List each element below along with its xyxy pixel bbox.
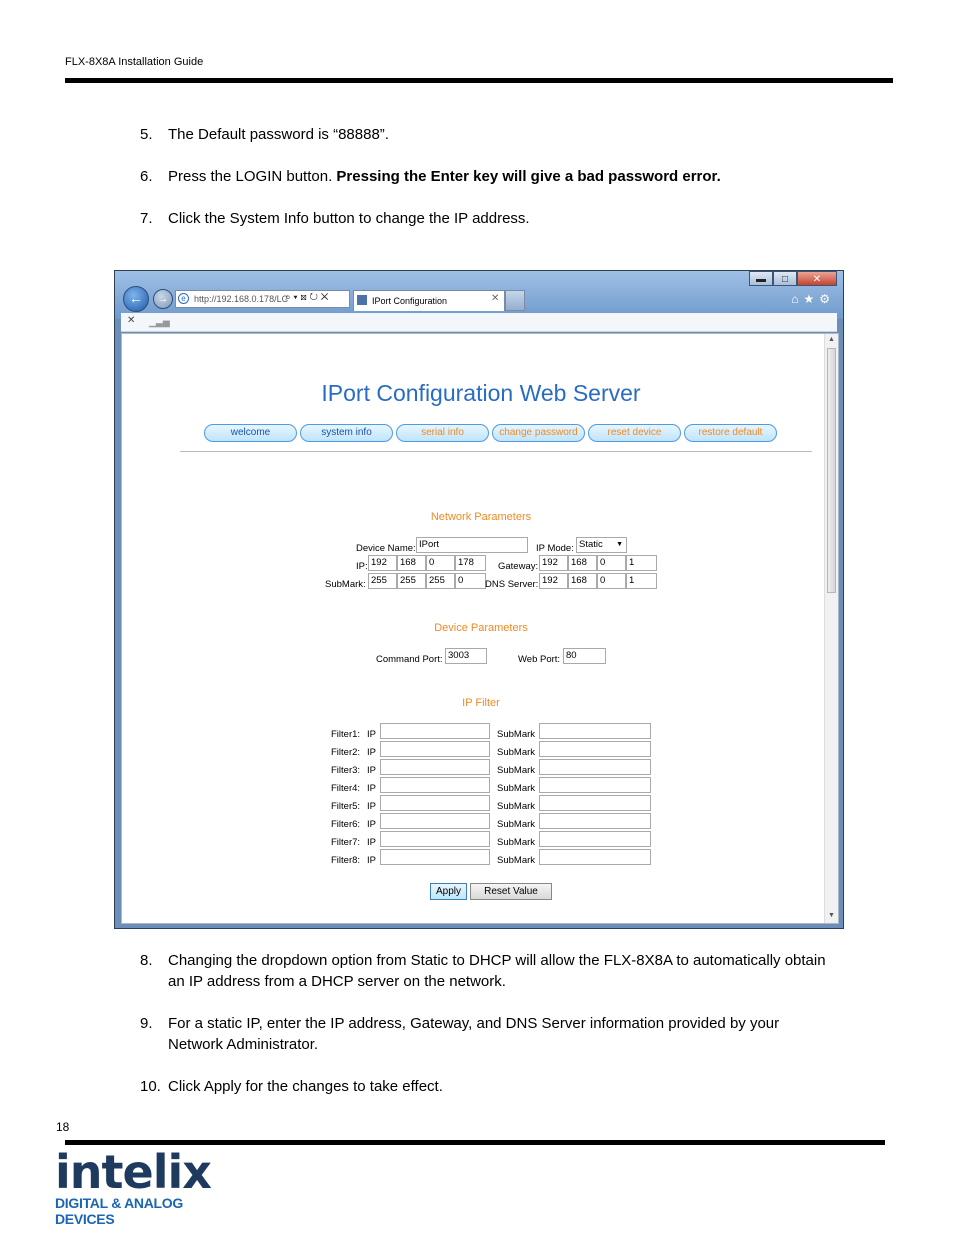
filter-ip-input[interactable] [380,849,490,865]
ip-filter-heading: IP Filter [462,697,500,709]
gateway-octet-3-input[interactable]: 0 [597,555,626,571]
filter-ip-input[interactable] [380,741,490,757]
step-number: 10. [140,1078,161,1095]
filter-submask-label: SubMark [497,747,536,758]
filter-submask-label: SubMark [497,729,536,740]
filter-submask-label: SubMark [497,801,536,812]
header-rule [65,78,893,83]
filter-submask-input[interactable] [539,723,651,739]
filter-ip-input[interactable] [380,723,490,739]
gateway-octet-1-input[interactable]: 192 [539,555,568,571]
page-number: 18 [56,1120,70,1134]
step-text: Changing the dropdown option from Static to DHCP will allow the FLX-8X8A to automatically obtain an IP address from a DHCP server on the network. [168,952,826,990]
device-parameters-heading: Device Parameters [434,622,528,634]
gateway-label: Gateway: [498,561,539,572]
step-number: 8. [140,952,153,969]
gateway-octet-2-input[interactable]: 168 [568,555,597,571]
logo-tagline: DIGITAL & ANALOG DEVICES [55,1195,183,1227]
filter-submask-label: SubMark [497,819,536,830]
back-arrow-icon[interactable]: ← [123,286,149,312]
filter-submask-label: SubMark [497,855,536,866]
filter-ip-label: IP [367,765,376,776]
tab-close-icon[interactable]: ✕ [491,293,500,304]
filter-submask-input[interactable] [539,741,651,757]
ip-label: IP: [356,561,368,572]
filter-label: Filter3: [331,765,361,776]
nav-welcome-button[interactable]: welcome [204,424,297,442]
step-number: 6. [140,168,153,185]
close-bar-icon[interactable]: ✕ [127,315,136,326]
scroll-down-arrow-icon[interactable]: ▼ [828,912,835,919]
apply-button[interactable]: Apply [430,883,467,900]
filter-ip-label: IP [367,801,376,812]
filter-ip-input[interactable] [380,813,490,829]
signal-icon: ▁▃▅ [149,317,170,327]
filter-label: Filter8: [331,855,361,866]
minimize-button[interactable]: ▬ [749,271,773,286]
filter-submask-input[interactable] [539,849,651,865]
filter-submask-input[interactable] [539,795,651,811]
filter-ip-label: IP [367,837,376,848]
gateway-octet-4-input[interactable]: 1 [626,555,657,571]
intelix-logo [55,1145,225,1227]
submask-label: SubMark: [325,579,366,590]
browser-window [114,270,844,929]
ip-mode-label: IP Mode: [536,543,574,554]
page-favicon-icon [357,295,367,305]
filter-ip-label: IP [367,747,376,758]
ip-mode-select[interactable] [576,537,627,553]
step-warning: Pressing the Enter key will give a bad password error. [336,168,721,185]
submask-octet-1-input[interactable]: 255 [368,573,397,589]
filter-ip-label: IP [367,729,376,740]
web-port-input[interactable]: 80 [563,648,606,664]
vertical-scrollbar[interactable] [824,334,838,923]
web-page-title: IPort Configuration Web Server [321,380,641,406]
nav-divider [180,451,812,452]
filter-label: Filter4: [331,783,361,794]
step-number: 7. [140,210,153,227]
ie-page-icon: e [178,293,189,304]
logo-wordmark: intelix [55,1145,211,1199]
nav-serial-info-button[interactable]: serial info [396,424,489,442]
filter-submask-label: SubMark [497,765,536,776]
address-bar[interactable]: http://192.168.0.178/LC [175,290,350,308]
filter-submask-input[interactable] [539,777,651,793]
new-tab-button[interactable] [505,290,525,311]
filter-ip-label: IP [367,819,376,830]
scroll-thumb[interactable] [827,348,836,593]
dns-octet-1-input[interactable]: 192 [539,573,568,589]
filter-submask-label: SubMark [497,837,536,848]
forward-arrow-icon[interactable]: → [153,289,173,309]
command-bar [121,313,837,332]
filter-ip-label: IP [367,855,376,866]
web-port-label: Web Port: [518,654,561,665]
filter-label: Filter1: [331,729,361,740]
submask-octet-3-input[interactable]: 255 [426,573,455,589]
step-text: Click the System Info button to change the IP address. [168,210,530,227]
filter-label: Filter6: [331,819,361,830]
web-viewport [121,333,839,924]
home-favorites-tools-icons[interactable]: ⌂★⚙ [791,292,835,306]
maximize-button[interactable]: □ [773,271,797,286]
address-tools[interactable]: ⌕ ▾ ⊠ ↻ ✕ [285,292,329,303]
filter-label: Filter7: [331,837,361,848]
submask-octet-2-input[interactable]: 255 [397,573,426,589]
network-parameters-heading: Network Parameters [430,511,532,523]
filter-ip-input[interactable] [380,831,490,847]
document-header: FLX-8X8A Installation Guide [65,56,204,68]
nav-system-info-button[interactable]: system info [300,424,393,442]
filter-submask-label: SubMark [497,783,536,794]
filter-label: Filter2: [331,747,361,758]
chevron-down-icon: ▼ [616,541,623,548]
filter-ip-label: IP [367,783,376,794]
device-name-label: Device Name: [356,543,416,554]
ip-octet-2-input[interactable]: 168 [397,555,426,571]
step-text: For a static IP, enter the IP address, Gateway, and DNS Server information provided by your Network Administrator. [168,1015,780,1053]
dns-server-label: DNS Server: [485,579,539,590]
filter-ip-input[interactable] [380,795,490,811]
dns-octet-2-input[interactable]: 168 [568,573,597,589]
submask-octet-4-input[interactable]: 0 [455,573,486,589]
scroll-up-arrow-icon[interactable]: ▲ [828,336,835,343]
nav-restore-default-button[interactable]: restore default [684,424,777,442]
ip-mode-value: Static [579,539,603,550]
command-port-input[interactable]: 3003 [445,648,487,664]
window-controls [749,271,837,287]
nav-change-password-button[interactable]: change password [492,424,585,442]
dns-octet-3-input[interactable]: 0 [597,573,626,589]
ip-octet-4-input[interactable]: 178 [455,555,486,571]
filter-label: Filter5: [331,801,361,812]
ip-octet-1-input[interactable]: 192 [368,555,397,571]
nav-reset-device-button[interactable]: reset device [588,424,681,442]
tab-iport-configuration[interactable]: IPort Configuration [353,290,505,311]
ip-octet-3-input[interactable]: 0 [426,555,455,571]
step-number: 9. [140,1015,153,1032]
close-window-button[interactable]: ✕ [797,271,837,286]
dns-octet-4-input[interactable]: 1 [626,573,657,589]
filter-submask-input[interactable] [539,831,651,847]
filter-submask-input[interactable] [539,759,651,775]
command-port-label: Command Port: [376,654,443,665]
filter-ip-input[interactable] [380,777,490,793]
filter-ip-input[interactable] [380,759,490,775]
filter-submask-input[interactable] [539,813,651,829]
step-text: The Default password is “88888”. [168,126,389,143]
device-name-input[interactable]: IPort [416,537,528,553]
step-text: Click Apply for the changes to take effect. [168,1078,443,1095]
reset-value-button[interactable]: Reset Value [470,883,552,900]
step-number: 5. [140,126,153,143]
step-text: Press the LOGIN button. Pressing the Enter key will give a bad password error. [168,168,721,185]
